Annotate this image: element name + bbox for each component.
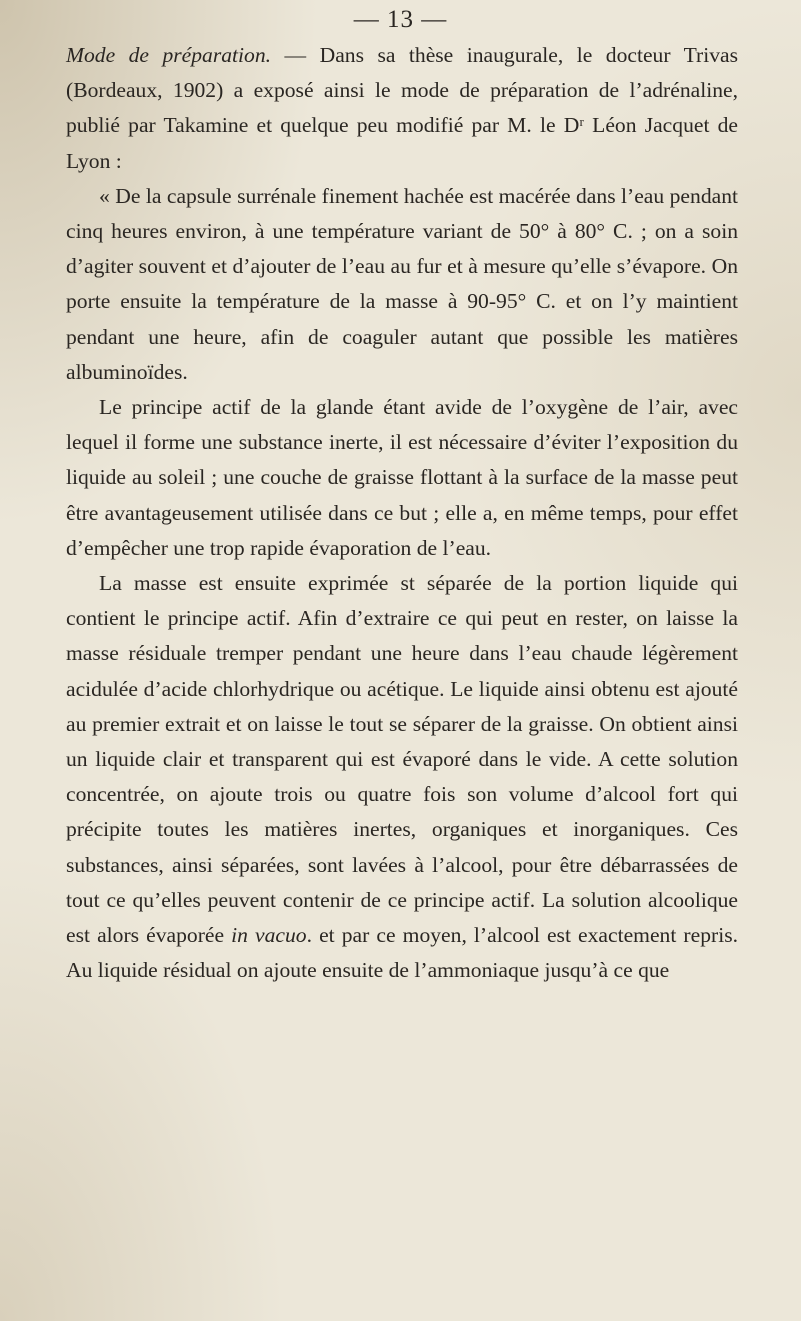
paragraph-text: Dans sa thèse inaugurale, le docteur Trivas (Bordeaux, 1902) a exposé ainsi le mode de préparation de l’adrénaline, publié par Takamine et quelque peu modifié par M. le Dʳ Léon Jacquet de Lyon : xyxy=(66,43,739,173)
paragraph-text-end: . et par ce moyen, l’alcool est exactement repris. Au liquide résidual on ajoute ensuite de l’ammoniaque jusqu’à ce que xyxy=(66,923,738,983)
heading-dash: — xyxy=(271,43,320,67)
paragraph-oxygen: Le principe actif de la glande étant avide de l’oxygène de l’air, avec lequel il forme une substance inerte, il est nécessaire d’éviter l’exposition du liquide au soleil ; une couche de graisse flottant à la surface de la masse peut être avantageusement utilisée dans ce but ; elle a, en même temps, pour effet d’empêcher une trop rapide évaporation de l’eau. xyxy=(66,395,738,560)
latin-term: in vacuo xyxy=(231,923,307,948)
paragraph-quote-start: « De la capsule surrénale finement hachée est macérée dans l’eau pendant cinq heures environ, à une température variant de 50° à 80° C. ; on a soin d’agiter souvent et d’ajouter de l’eau au fur et à mesure qu’elle s’évapore. On porte ensuite la température de la masse à 90-95° C. et on l’y maintient pendant une heure, afin de coaguler autant que possible les matières albuminoïdes. xyxy=(66,183,738,384)
body-text xyxy=(66,38,738,988)
paragraph-text: La masse est ensuite exprimée st séparée de la portion liquide qui contient le principe actif. Afin d’extraire ce qui peut en rester, on laisse la masse résiduale tremper pendant une heure dans l’eau chaude légèrement acidulée d’acide chlorhydrique ou acétique. Le liquide ainsi obtenu est ajouté au premier extrait et on laisse le tout se séparer de la graisse. On obtient ainsi un liquide clair et transparent qui est évaporé dans le vide. A cette solution concentrée, on ajoute trois ou quatre fois son volume d’alcool fort qui précipite toutes les matières inertes, organiques et inorganiques. Ces substances, ainsi séparées, sont lavées à l’alcool, pour être débarrassées de tout ce qu’elles peuvent contenir de ce principe actif. La solution alcoolique est alors évaporée xyxy=(66,571,738,948)
section-heading: Mode de préparation. xyxy=(66,43,272,67)
paragraph-extraction xyxy=(66,566,738,988)
page-number: — 13 — xyxy=(353,6,448,33)
paragraph-intro xyxy=(66,38,738,179)
